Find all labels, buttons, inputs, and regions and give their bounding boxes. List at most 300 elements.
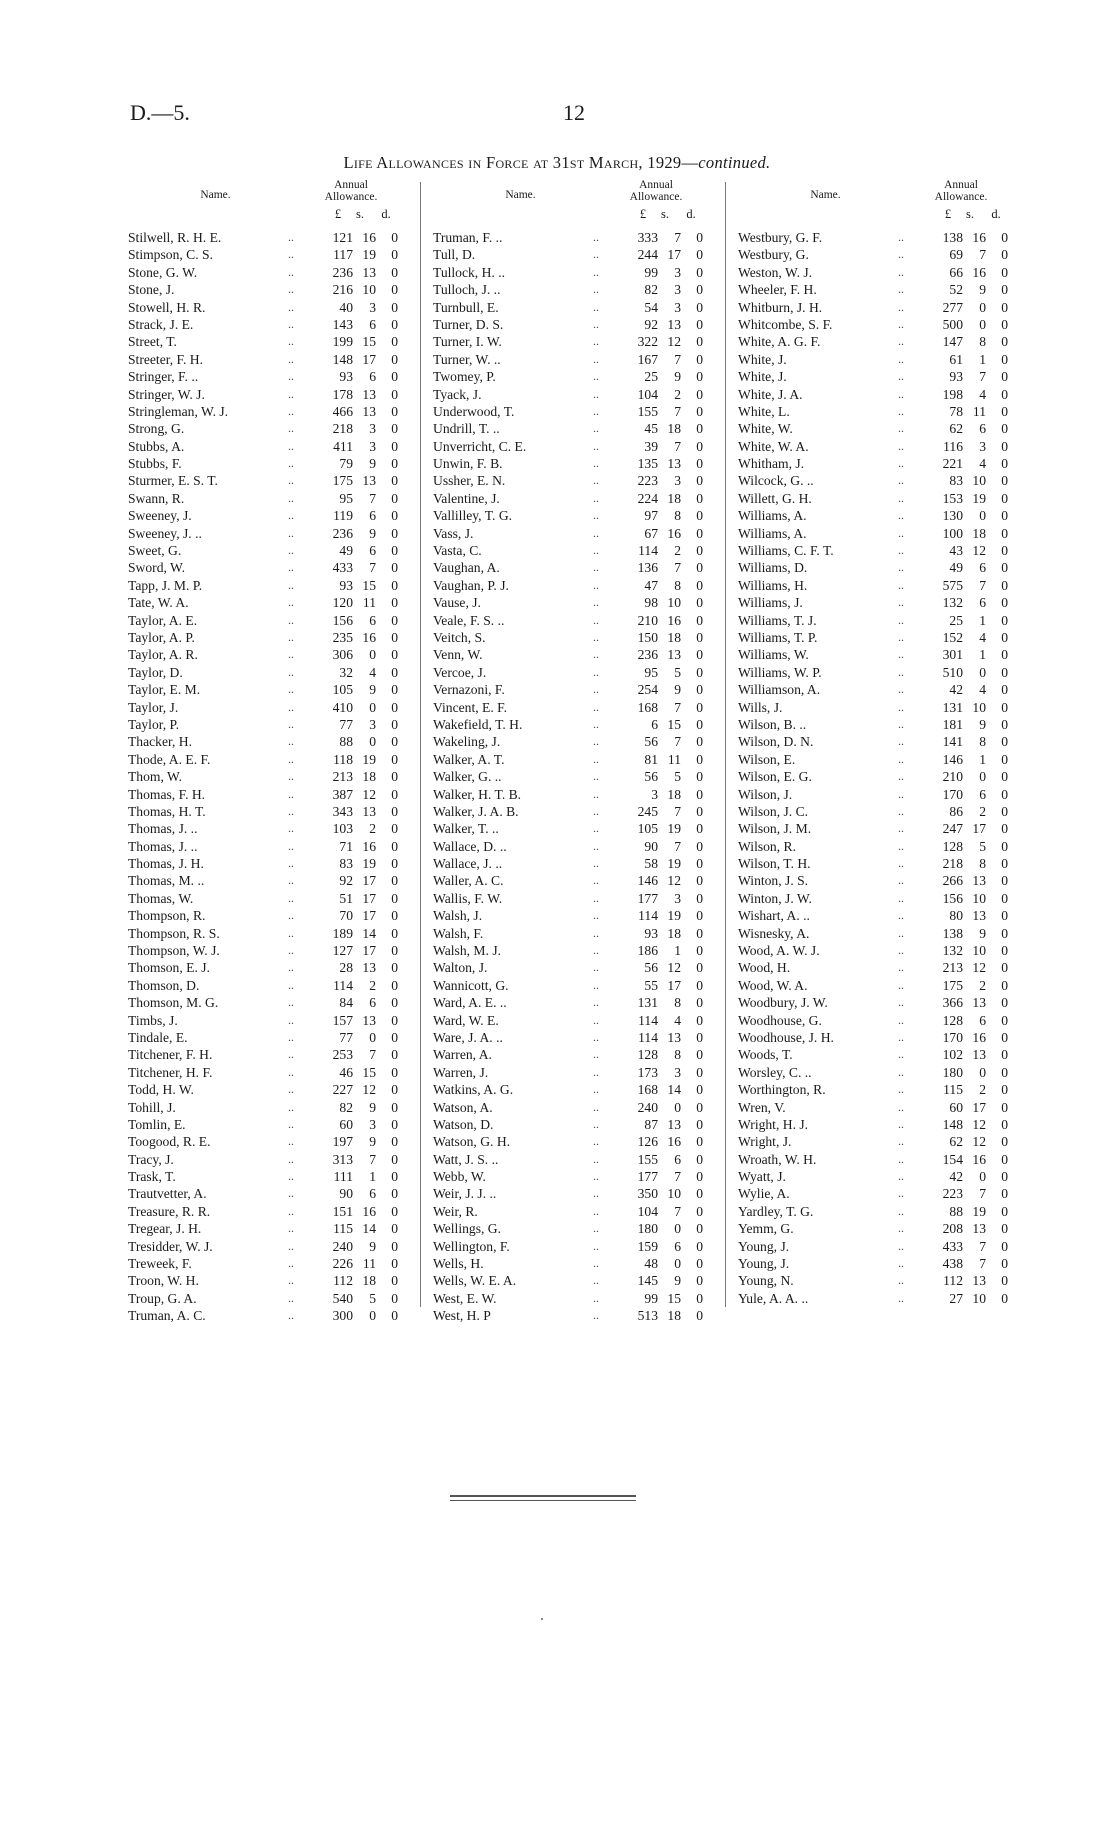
pence-value: 0	[1001, 1221, 1008, 1237]
shillings-value: 7	[979, 369, 986, 385]
leader-dots: ..	[593, 1012, 599, 1027]
leader-dots: ..	[898, 699, 904, 714]
pounds-value: 155	[637, 1151, 658, 1167]
shillings-value: 2	[979, 803, 986, 819]
leader-dots: ..	[898, 786, 904, 801]
shillings-value: 0	[369, 647, 376, 663]
shillings-value: 6	[674, 1238, 681, 1254]
leader-dots: ..	[288, 299, 294, 314]
payee-name: Thomson, E. J.	[128, 960, 210, 976]
leader-dots: ..	[898, 438, 904, 453]
leader-dots: ..	[593, 1186, 599, 1201]
leader-dots: ..	[898, 1203, 904, 1218]
payee-name: Walker, A. T.	[433, 751, 505, 767]
shillings-value: 2	[369, 821, 376, 837]
pence-value: 0	[391, 908, 398, 924]
shillings-value: 4	[979, 386, 986, 402]
payee-name: Tull, D.	[433, 247, 476, 263]
payee-name: Venn, W.	[433, 647, 483, 663]
pounds-value: 300	[332, 1308, 353, 1324]
leader-dots: ..	[288, 1256, 294, 1271]
shillings-value: 13	[362, 386, 376, 402]
pounds-value: 90	[644, 838, 658, 854]
annual-label: Annual	[639, 179, 673, 191]
payee-name: Stowell, H. R.	[128, 299, 206, 315]
pence-value: 0	[696, 1151, 703, 1167]
shillings-value: 17	[972, 821, 986, 837]
leader-dots: ..	[593, 943, 599, 958]
pounds-value: 240	[332, 1238, 353, 1254]
payee-name: Tregear, J. H.	[128, 1221, 202, 1237]
pence-value: 0	[696, 873, 703, 889]
pounds-value: 210	[637, 612, 658, 628]
pence-value: 0	[1001, 925, 1008, 941]
shillings-value: 7	[979, 1186, 986, 1202]
pounds-value: 97	[644, 508, 658, 524]
pounds-value: 69	[949, 247, 963, 263]
pounds-value: 135	[637, 456, 658, 472]
pounds-value: 111	[333, 1169, 353, 1185]
pence-value: 0	[696, 699, 703, 715]
pence-value: 0	[1001, 960, 1008, 976]
payee-name: Tulloch, J. ..	[433, 282, 501, 298]
allowance-header	[296, 179, 406, 203]
payee-name: Thomas, H. T.	[128, 803, 206, 819]
payee-name: Warren, A.	[433, 1047, 492, 1063]
leader-dots: ..	[593, 995, 599, 1010]
shillings-value: 3	[369, 438, 376, 454]
pounds-value: 93	[949, 369, 963, 385]
pence-value: 0	[391, 1116, 398, 1132]
payee-name: Taylor, E. M.	[128, 682, 201, 698]
payee-name: Stone, G. W.	[128, 264, 198, 280]
payee-name: Wilson, R.	[738, 838, 796, 854]
pence-value: 0	[696, 247, 703, 263]
leader-dots: ..	[288, 247, 294, 262]
payee-name: Wood, H.	[738, 960, 791, 976]
shillings-value: 9	[674, 1273, 681, 1289]
shillings-value: 3	[674, 473, 681, 489]
pence-value: 0	[696, 1047, 703, 1063]
payee-name: Wilson, E.	[738, 751, 796, 767]
shillings-value: 3	[369, 299, 376, 315]
shillings-value: 10	[972, 943, 986, 959]
leader-dots: ..	[898, 682, 904, 697]
leader-dots: ..	[593, 525, 599, 540]
shillings-value: 9	[979, 925, 986, 941]
pence-value: 0	[391, 769, 398, 785]
leader-dots: ..	[288, 1273, 294, 1288]
payee-name: Woodhouse, J. H.	[738, 1029, 834, 1045]
leader-dots: ..	[898, 1099, 904, 1114]
leader-dots: ..	[898, 595, 904, 610]
payee-name: Thomas, J. ..	[128, 821, 198, 837]
shillings-value: 19	[972, 490, 986, 506]
payee-name: Williams, W. P.	[738, 664, 822, 680]
leader-dots: ..	[593, 1099, 599, 1114]
leader-dots: ..	[593, 856, 599, 871]
pounds-value: 100	[942, 525, 963, 541]
leader-dots: ..	[898, 629, 904, 644]
pence-value: 0	[1001, 682, 1008, 698]
pence-value: 0	[1001, 264, 1008, 280]
shillings-value: 6	[369, 995, 376, 1011]
leader-dots: ..	[288, 716, 294, 731]
pence-value: 0	[391, 856, 398, 872]
leader-dots: ..	[288, 786, 294, 801]
shillings-value: 10	[362, 282, 376, 298]
leader-dots: ..	[288, 1151, 294, 1166]
pounds-value: 343	[332, 803, 353, 819]
leader-dots: ..	[898, 995, 904, 1010]
payee-name: White, W. A.	[738, 438, 809, 454]
payee-name: Thompson, R.	[128, 908, 206, 924]
shillings-value: 17	[972, 1099, 986, 1115]
shillings-value: 18	[972, 525, 986, 541]
leader-dots: ..	[593, 873, 599, 888]
leader-dots: ..	[898, 1029, 904, 1044]
leader-dots: ..	[898, 1012, 904, 1027]
pence-value: 0	[391, 803, 398, 819]
leader-dots: ..	[288, 1047, 294, 1062]
pence-value: 0	[1001, 560, 1008, 576]
pounds-value: 92	[644, 316, 658, 332]
payee-name: Stringleman, W. J.	[128, 403, 229, 419]
shillings-value: 10	[972, 473, 986, 489]
leader-dots: ..	[288, 960, 294, 975]
name-header: Name.	[505, 189, 536, 201]
shillings-value: 3	[674, 1064, 681, 1080]
payee-name: Whitcombe, S. F.	[738, 316, 833, 332]
shillings-value: 7	[674, 351, 681, 367]
pence-value: 0	[696, 264, 703, 280]
pounds-value: 170	[942, 1029, 963, 1045]
shillings-value: 0	[369, 699, 376, 715]
shillings-value: 7	[979, 247, 986, 263]
payee-name: Turnbull, E.	[433, 299, 499, 315]
pounds-value: 167	[637, 351, 658, 367]
shillings-value: 16	[362, 838, 376, 854]
leader-dots: ..	[288, 925, 294, 940]
shillings-value: 3	[369, 1116, 376, 1132]
payee-name: Undrill, T. ..	[433, 421, 500, 437]
payee-name: Williams, W.	[738, 647, 809, 663]
pence-value: 0	[391, 1238, 398, 1254]
pence-value: 0	[1001, 369, 1008, 385]
payee-name: Treweek, F.	[128, 1256, 192, 1272]
pence-value: 0	[391, 1169, 398, 1185]
payee-name: Strack, J. E.	[128, 316, 194, 332]
pounds-value: 433	[332, 560, 353, 576]
pence-value: 0	[391, 1203, 398, 1219]
leader-dots: ..	[898, 282, 904, 297]
pence-value: 0	[1001, 230, 1008, 245]
pounds-value: 433	[942, 1238, 963, 1254]
leader-dots: ..	[288, 1221, 294, 1236]
leader-dots: ..	[288, 595, 294, 610]
pounds-value: 131	[942, 699, 963, 715]
pounds-value: 213	[332, 769, 353, 785]
shillings-value: 18	[667, 1308, 681, 1324]
pence-value: 0	[696, 1099, 703, 1115]
payee-name: Vallilley, T. G.	[433, 508, 513, 524]
leader-dots: ..	[288, 943, 294, 958]
leader-dots: ..	[898, 369, 904, 384]
pounds-value: 93	[339, 369, 353, 385]
shillings-value: 3	[979, 438, 986, 454]
pounds-value: 221	[942, 456, 963, 472]
payee-name: Tracy, J.	[128, 1151, 174, 1167]
payee-name: Tyack, J.	[433, 386, 482, 402]
leader-dots: ..	[898, 734, 904, 749]
allowance-label: Allowance.	[934, 191, 988, 203]
payee-name: Vercoe, J.	[433, 664, 487, 680]
page-number: 12	[563, 100, 585, 125]
pence-value: 0	[696, 1203, 703, 1219]
pence-value: 0	[391, 682, 398, 698]
payee-name: Williams, J.	[738, 595, 803, 611]
payee-name: Veale, F. S. ..	[433, 612, 505, 628]
pence-value: 0	[391, 334, 398, 350]
pence-value: 0	[696, 230, 703, 245]
leader-dots: ..	[898, 456, 904, 471]
leader-dots: ..	[898, 1151, 904, 1166]
leader-dots: ..	[898, 664, 904, 679]
leader-dots: ..	[898, 247, 904, 262]
leader-dots: ..	[288, 908, 294, 923]
payee-name: Ward, W. E.	[433, 1012, 499, 1028]
pounds-value: 56	[644, 769, 658, 785]
shillings-header: s.	[661, 207, 669, 221]
pounds-value: 227	[332, 1082, 353, 1098]
payee-name: Walker, J. A. B.	[433, 803, 519, 819]
shillings-value: 0	[979, 508, 986, 524]
shillings-value: 2	[369, 977, 376, 993]
pence-value: 0	[696, 1064, 703, 1080]
shillings-value: 3	[369, 716, 376, 732]
leader-dots: ..	[593, 247, 599, 262]
leader-dots: ..	[898, 803, 904, 818]
pence-value: 0	[1001, 1116, 1008, 1132]
payee-name: White, J.	[738, 369, 787, 385]
pounds-value: 118	[333, 751, 353, 767]
shillings-value: 8	[674, 577, 681, 593]
pounds-value: 82	[644, 282, 658, 298]
page-reference: D.—5.	[130, 100, 190, 125]
pounds-value: 115	[943, 1082, 963, 1098]
shillings-value: 17	[667, 977, 681, 993]
pence-value: 0	[696, 734, 703, 750]
pence-value: 0	[1001, 1169, 1008, 1185]
shillings-value: 8	[674, 1047, 681, 1063]
annual-label: Annual	[334, 179, 368, 191]
payee-name: Woods, T.	[738, 1047, 793, 1063]
shillings-value: 9	[979, 282, 986, 298]
shillings-value: 19	[667, 908, 681, 924]
allowance-header	[601, 179, 711, 203]
pence-value: 0	[391, 490, 398, 506]
pence-value: 0	[1001, 890, 1008, 906]
leader-dots: ..	[288, 664, 294, 679]
annual-label: Annual	[944, 179, 978, 191]
leader-dots: ..	[593, 386, 599, 401]
pounds-value: 43	[949, 543, 963, 559]
shillings-value: 0	[674, 1221, 681, 1237]
pounds-value: 117	[333, 247, 353, 263]
pence-value: 0	[1001, 699, 1008, 715]
pounds-value: 147	[942, 334, 963, 350]
shillings-value: 0	[369, 1308, 376, 1324]
shillings-value: 1	[979, 647, 986, 663]
shillings-value: 2	[674, 543, 681, 559]
leader-dots: ..	[593, 543, 599, 558]
shillings-value: 16	[362, 1203, 376, 1219]
payee-name: West, E. W.	[433, 1290, 497, 1306]
pounds-value: 254	[637, 682, 658, 698]
payee-name: Wilson, B. ..	[738, 716, 807, 732]
leader-dots: ..	[593, 664, 599, 679]
payee-name: Williams, T. J.	[738, 612, 817, 628]
payee-name: Wilson, J. M.	[738, 821, 812, 837]
leader-dots: ..	[288, 769, 294, 784]
shillings-value: 0	[979, 1169, 986, 1185]
pounds-value: 466	[332, 403, 353, 419]
pence-value: 0	[391, 977, 398, 993]
leader-dots: ..	[288, 577, 294, 592]
shillings-value: 12	[362, 1082, 376, 1098]
pounds-value: 46	[339, 1064, 353, 1080]
pounds-value: 153	[942, 490, 963, 506]
payee-name: Walton, J.	[433, 960, 488, 976]
shillings-value: 3	[674, 264, 681, 280]
shillings-value: 9	[369, 525, 376, 541]
pence-value: 0	[1001, 1029, 1008, 1045]
payee-name: Warren, J.	[433, 1064, 489, 1080]
pence-value: 0	[391, 282, 398, 298]
shillings-value: 9	[979, 716, 986, 732]
payee-name: Thompson, R. S.	[128, 925, 220, 941]
shillings-value: 6	[979, 595, 986, 611]
shillings-value: 6	[979, 1012, 986, 1028]
pence-value: 0	[1001, 856, 1008, 872]
leader-dots: ..	[593, 734, 599, 749]
name-header: Name.	[200, 189, 231, 201]
pence-value: 0	[696, 1273, 703, 1289]
pounds-value: 500	[942, 316, 963, 332]
leader-dots: ..	[898, 1082, 904, 1097]
leader-dots: ..	[593, 508, 599, 523]
pence-value: 0	[696, 838, 703, 854]
pence-value: 0	[1001, 403, 1008, 419]
leader-dots: ..	[898, 1221, 904, 1236]
leader-dots: ..	[898, 577, 904, 592]
pence-value: 0	[696, 1308, 703, 1324]
pounds-value: 333	[637, 230, 658, 245]
payee-name: Truman, F. ..	[433, 230, 503, 245]
leader-dots: ..	[288, 612, 294, 627]
pounds-value: 90	[339, 1186, 353, 1202]
pounds-value: 79	[339, 456, 353, 472]
payee-name: Whitham, J.	[738, 456, 805, 472]
shillings-value: 10	[667, 1186, 681, 1202]
leader-dots: ..	[288, 508, 294, 523]
payee-name: Thode, A. E. F.	[128, 751, 211, 767]
pounds-value: 170	[942, 786, 963, 802]
payee-name: Wisnesky, A.	[738, 925, 810, 941]
payee-name: Williams, C. F. T.	[738, 543, 834, 559]
shillings-value: 0	[674, 1099, 681, 1115]
shillings-value: 13	[362, 803, 376, 819]
pounds-value: 143	[332, 316, 353, 332]
shillings-value: 7	[979, 1256, 986, 1272]
leader-dots: ..	[288, 490, 294, 505]
pence-value: 0	[696, 1012, 703, 1028]
payee-name: Wishart, A. ..	[738, 908, 810, 924]
pence-value: 0	[391, 821, 398, 837]
shillings-value: 11	[362, 1256, 376, 1272]
pounds-value: 177	[637, 1169, 658, 1185]
leader-dots: ..	[288, 264, 294, 279]
pence-value: 0	[391, 1134, 398, 1150]
pence-value: 0	[696, 925, 703, 941]
leader-dots: ..	[898, 1238, 904, 1253]
leader-dots: ..	[593, 612, 599, 627]
leader-dots: ..	[288, 838, 294, 853]
pence-value: 0	[1001, 421, 1008, 437]
pence-value: 0	[696, 421, 703, 437]
leader-dots: ..	[898, 1116, 904, 1131]
pence-value: 0	[696, 403, 703, 419]
pounds-value: 45	[644, 421, 658, 437]
payee-name: White, W.	[738, 421, 793, 437]
shillings-value: 9	[674, 682, 681, 698]
shillings-value: 19	[362, 856, 376, 872]
payee-name: Willett, G. H.	[738, 490, 812, 506]
leader-dots: ..	[593, 769, 599, 784]
payee-name: Valentine, J.	[433, 490, 500, 506]
shillings-value: 9	[369, 456, 376, 472]
payee-name: Wilson, J. C.	[738, 803, 809, 819]
payee-name: Unverricht, C. E.	[433, 438, 527, 454]
leader-dots: ..	[593, 1308, 599, 1323]
pounds-value: 199	[332, 334, 353, 350]
pence-value: 0	[391, 247, 398, 263]
title-continued: continued.	[698, 153, 771, 172]
pounds-value: 216	[332, 282, 353, 298]
leader-dots: ..	[288, 1099, 294, 1114]
leader-dots: ..	[593, 264, 599, 279]
payee-name: Williamson, A.	[738, 682, 821, 698]
shillings-value: 1	[979, 351, 986, 367]
payee-name: Thomas, W.	[128, 890, 194, 906]
pounds-value: 208	[942, 1221, 963, 1237]
pence-value: 0	[391, 230, 398, 245]
shillings-value: 3	[674, 282, 681, 298]
pence-value: 0	[1001, 1203, 1008, 1219]
pence-value: 0	[696, 508, 703, 524]
pence-value: 0	[391, 1047, 398, 1063]
shillings-header: s.	[966, 207, 974, 221]
shillings-value: 1	[369, 1169, 376, 1185]
payee-name: Watt, J. S. ..	[433, 1151, 499, 1167]
pence-value: 0	[1001, 595, 1008, 611]
pounds-value: 77	[339, 1029, 353, 1045]
leader-dots: ..	[288, 751, 294, 766]
pence-value: 0	[391, 403, 398, 419]
leader-dots: ..	[593, 560, 599, 575]
leader-dots: ..	[898, 925, 904, 940]
pounds-value: 240	[637, 1099, 658, 1115]
